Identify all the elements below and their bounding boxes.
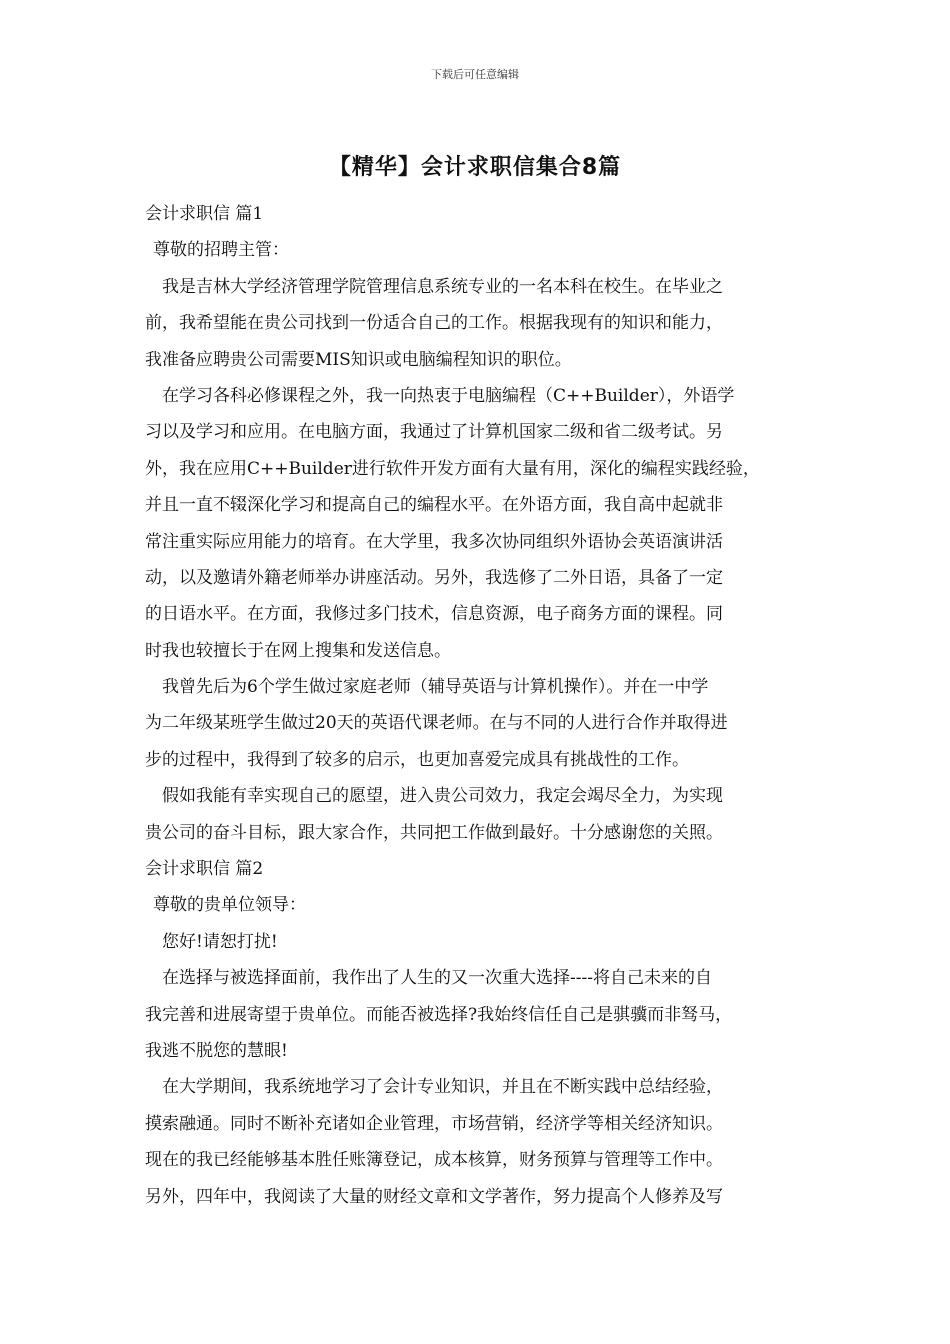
paragraph-line: 外，我在应用C++Builder进行软件开发方面有大量有用，深化的编程实践经验， [145,458,760,479]
paragraph-line: 前，我希望能在贵公司找到一份适合自己的工作。根据我现有的知识和能力， [145,313,723,334]
paragraph-line: 另外，四年中，我阅读了大量的财经文章和文学著作，努力提高个人修养及写 [145,1186,723,1207]
paragraph-line: 我逃不脱您的慧眼! [145,1040,288,1061]
paragraph-line: 习以及学习和应用。在电脑方面，我通过了计算机国家二级和省二级考试。另 [145,422,723,443]
salutation: 尊敬的招聘主管： [153,240,289,261]
paragraph-line: 为二年级某班学生做过20天的英语代课老师。在与不同的人进行合作并取得进 [145,713,728,734]
paragraph-line: 我完善和进展寄望于贵单位。而能否被选择?我始终信任自己是骐骥而非驽马， [145,1004,733,1025]
paragraph-line: 我是吉林大学经济管理学院管理信息系统专业的一名本科在校生。在毕业之 [162,276,723,297]
section-heading: 会计求职信 篇2 [145,859,264,880]
paragraph-line: 我曾先后为6个学生做过家庭老师（辅导英语与计算机操作）。并在一中学 [162,677,709,698]
paragraph-line: 假如我能有幸实现自己的愿望，进入贵公司效力，我定会竭尽全力，为实现 [162,786,723,807]
paragraph-line: 的日语水平。在方面，我修过多门技术，信息资源，电子商务方面的课程。同 [145,604,723,625]
paragraph-line: 动，以及邀请外籍老师举办讲座活动。另外，我选修了二外日语，具备了一定 [145,567,723,588]
paragraph-line: 贵公司的奋斗目标，跟大家合作，共同把工作做到最好。十分感谢您的关照。 [145,822,723,843]
paragraph-line: 现在的我已经能够基本胜任账簿登记，成本核算，财务预算与管理等工作中。 [145,1150,723,1171]
paragraph-line: 步的过程中，我得到了较多的启示，也更加喜爱完成具有挑战性的工作。 [145,749,689,770]
paragraph-line: 在学习各科必修课程之外，我一向热衷于电脑编程（C++Builder），外语学 [162,385,735,406]
paragraph-line: 时我也较擅长于在网上搜集和发送信息。 [145,640,451,661]
paragraph-line: 常注重实际应用能力的培育。在大学里，我多次协同组织外语协会英语演讲活 [145,531,723,552]
paragraph-line: 并且一直不辍深化学习和提高自己的编程水平。在外语方面，我自高中起就非 [145,495,723,516]
paragraph-line: 摸索融通。同时不断补充诸如企业管理，市场营销，经济学等相关经济知识。 [145,1113,723,1134]
paragraph-line: 我准备应聘贵公司需要MIS知识或电脑编程知识的职位。 [145,349,572,370]
salutation: 尊敬的贵单位领导： [153,895,306,916]
paragraph-line: 您好!请恕打扰! [162,931,278,952]
document-title: 【精华】会计求职信集合8篇 [328,155,622,180]
document-body [145,196,813,1215]
paragraph-line: 在选择与被选择面前，我作出了人生的又一次重大选择----将自己未来的自 [162,968,712,989]
page-header-note: 下载后可任意编辑 [431,68,519,81]
paragraph-line: 在大学期间，我系统地学习了会计专业知识，并且在不断实践中总结经验， [162,1077,723,1098]
section-heading: 会计求职信 篇1 [145,204,264,224]
